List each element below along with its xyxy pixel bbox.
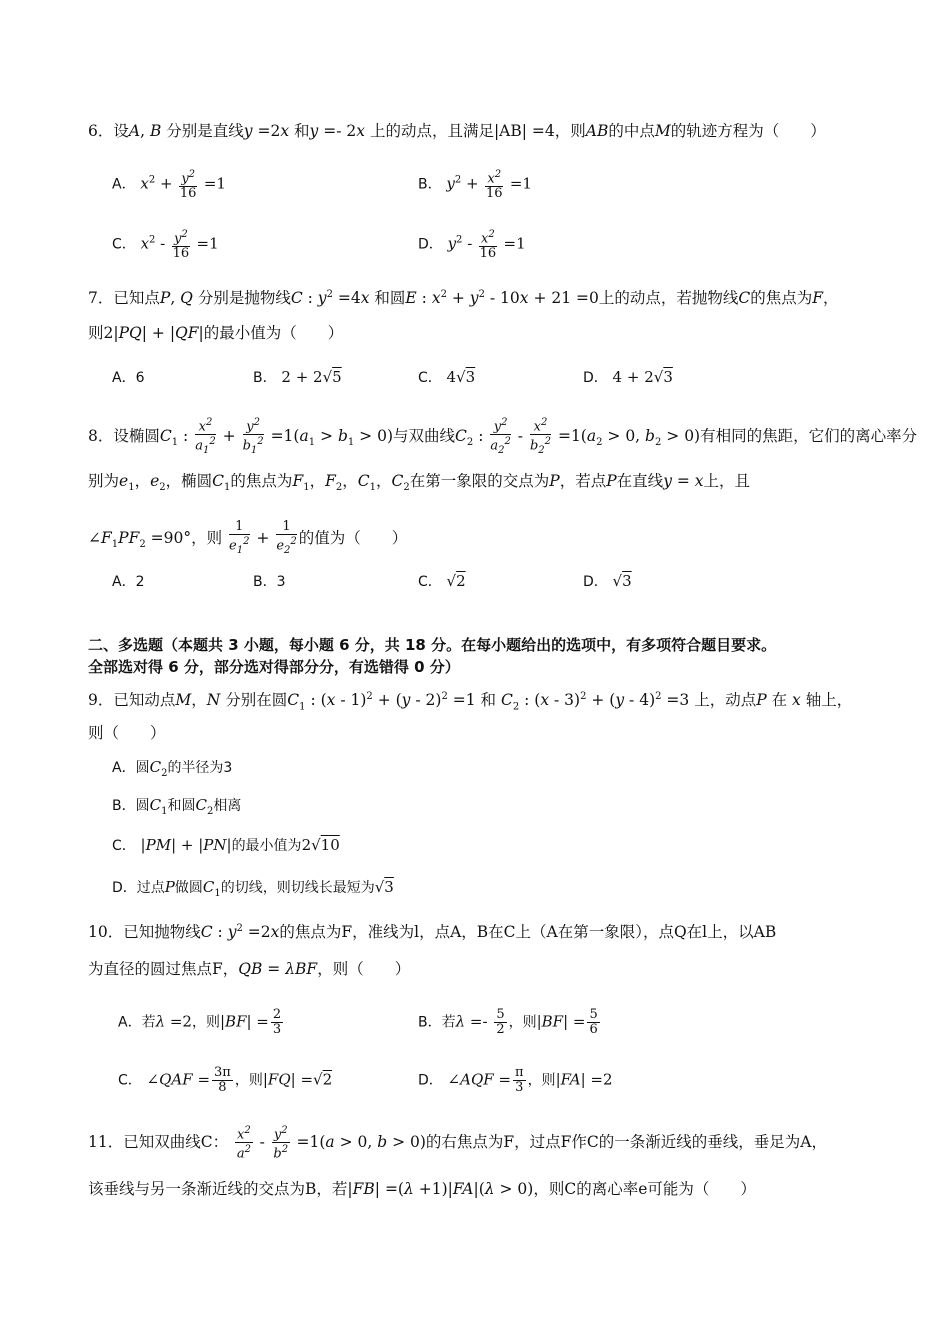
q8-option-c[interactable]: C． √2 bbox=[418, 572, 466, 590]
q10-option-c[interactable]: C． ∠QAF = $\frac{3\pi}{8}$ ，则|FQ| =√2 bbox=[118, 1065, 333, 1095]
question-7-stem: 7．已知点P, Q 分别是抛物线C : $y^2 =4x$ 和圆E : $x^2 + y^2 - 10x + 21 =0$上的动点，若抛物线C的焦点为F， bbox=[88, 289, 839, 308]
question-11-stem: 11．已知双曲线C： $\frac{x^2}{a^2}$ - $\frac{y^2}{b^2}$ =1(a > 0, b > 0)的右焦点为F，过点F作C的一条渐近线的垂线，垂足为A， bbox=[88, 1125, 827, 1162]
q6-option-b[interactable]: B． $y^2$ + $\frac{x^2}{16}$ =1 bbox=[418, 169, 532, 202]
q9-option-b[interactable]: B．圆$C_1$和圆$C_2$相离 bbox=[112, 796, 242, 817]
question-8-stem: 8．设椭圆$C_1$ : $\frac{x^2}{a_1^2}$ + $\frac{y^2}{b_1^2}$ $=1(a_1 > b_1 > 0)$与双曲线$C_2$ : $\frac{y^2}{a_2^2}$ - $\frac{x^2}{b_2^2}$ $=1(a_2 > 0$, $b_2 > 0$)有相同的焦距，它们的离心率分 bbox=[88, 417, 918, 457]
q7-option-c[interactable]: C． 4√3 bbox=[418, 368, 476, 386]
question-9-stem: 9．已知动点M，N 分别在圆$C_1$ : (x - 1)$^2$ + (y - 2)$^2$ =1 和 $C_2$ : (x - 3)$^2$ + (y - 4)$^2$ =3 上，动点P 在 x 轴上， bbox=[88, 691, 853, 713]
question-8-line-3: $\angle F_1PF_2 =90^\circ$，则 $\frac{1}{e_1^2}$ + $\frac{1}{e_2^2}$ 的值为（ ） bbox=[88, 519, 408, 556]
q8-option-a[interactable]: A．2 bbox=[112, 574, 145, 590]
section-2-heading-line-1: 二、多选题（本题共 3 小题，每小题 6 分，共 18 分。在每小题给出的选项中，有多项符合题目要求。 bbox=[88, 636, 777, 654]
q6-option-c[interactable]: C． $x^2$ - $\frac{y^2}{16}$ =1 bbox=[112, 229, 219, 262]
q9-option-d[interactable]: D．过点P做圆$C_1$的切线，则切线长最短为√3 bbox=[112, 878, 394, 899]
q6-option-a[interactable]: A． $x^2$ + $\frac{y^2}{16}$ =1 bbox=[112, 169, 226, 202]
q10-option-b[interactable]: B．若λ =- $\frac{5}{2}$ ，则|BF| = $\frac{5}{6}$ bbox=[418, 1007, 598, 1037]
section-2-heading-line-2: 全部选对得 6 分，部分选对得部分分，有选错得 0 分） bbox=[88, 658, 460, 676]
question-9-line-2: 则（ ） bbox=[88, 724, 166, 742]
q9-option-a[interactable]: A．圆$C_2$的半径为3 bbox=[112, 758, 233, 779]
question-11-line-2: 该垂线与另一条渐近线的交点为B，若|FB| =(λ +1)|FA|(λ > 0)，则C的离心率e可能为（ ） bbox=[88, 1180, 756, 1198]
question-10-stem: 10．已知抛物线C : $y^2 =2x$的焦点为F，准线为l，点A，B在C上（A在第一象限），点Q在l上，以AB bbox=[88, 923, 777, 942]
q7-option-d[interactable]: D． 4 + 2√3 bbox=[583, 368, 673, 386]
question-8-line-2: 别为$e_1$，$e_2$，椭圆$C_1$的焦点为$F_1$，$F_2$，$C_1$，$C_2$在第一象限的交点为P，若点P在直线y = x上，且 bbox=[88, 472, 751, 494]
q8-option-b[interactable]: B．3 bbox=[253, 574, 286, 590]
q9-option-c[interactable]: C． |PM| + |PN|的最小值为2√10 bbox=[112, 836, 340, 854]
q10-option-d[interactable]: D． ∠AQF = $\frac{\pi}{3}$ ，则|FA| =2 bbox=[418, 1065, 613, 1095]
q7-option-a[interactable]: A．6 bbox=[112, 370, 145, 386]
q8-option-d[interactable]: D． √3 bbox=[583, 572, 632, 590]
q7-option-b[interactable]: B． 2 + 2√5 bbox=[253, 368, 342, 386]
question-6-stem: 6．设A, B 分别是直线y =2x 和y =- 2x 上的动点，且满足|AB| =4，则AB的中点M的轨迹方程为（ ） bbox=[88, 122, 826, 140]
question-10-line-2: 为直径的圆过焦点F，QB = λBF，则（ ） bbox=[88, 960, 411, 978]
q10-option-a[interactable]: A．若λ =2，则|BF| = $\frac{2}{3}$ bbox=[118, 1007, 282, 1037]
q6-option-d[interactable]: D． $y^2$ - $\frac{x^2}{16}$ =1 bbox=[418, 229, 526, 262]
question-7-line-2: 则2|PQ| + |QF|的最小值为（ ） bbox=[88, 324, 344, 342]
